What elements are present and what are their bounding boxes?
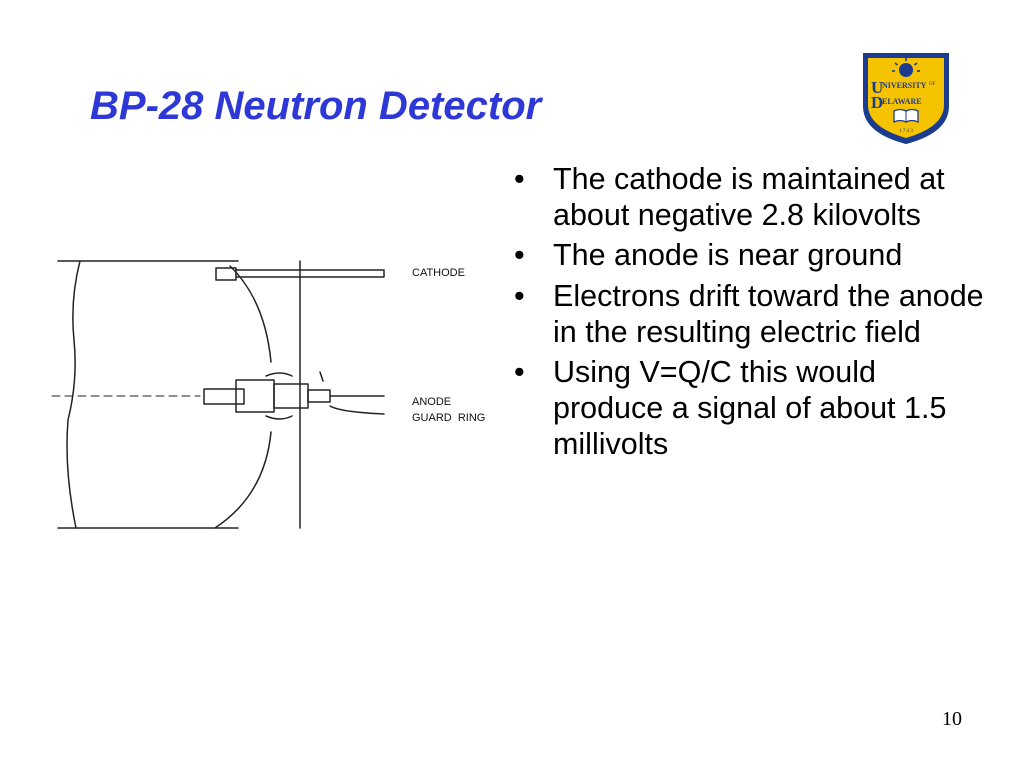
svg-text:U: U bbox=[871, 78, 884, 97]
bullet-dot-icon: • bbox=[514, 355, 525, 390]
anode-label: ANODE bbox=[412, 396, 452, 408]
svg-text:ELAWARE: ELAWARE bbox=[882, 97, 922, 106]
book-icon bbox=[894, 110, 918, 123]
cathode-dome bbox=[215, 266, 271, 528]
svg-text:D: D bbox=[871, 93, 884, 112]
detector-diagram bbox=[40, 240, 500, 540]
university-logo bbox=[860, 50, 952, 146]
bullet-item: • The anode is near ground bbox=[514, 238, 903, 273]
slide-title: BP-28 Neutron Detector bbox=[90, 84, 542, 128]
bullet-dot-icon: • bbox=[514, 238, 525, 273]
bullet-item: • Electrons drift toward the anode in the resulting electric field bbox=[514, 279, 984, 349]
bullet-dot-icon: • bbox=[514, 279, 525, 314]
page-number: 10 bbox=[942, 708, 962, 730]
tube-break-line bbox=[67, 261, 80, 528]
svg-text:1 7 4 3: 1 7 4 3 bbox=[899, 129, 913, 134]
bullet-item: • The cathode is maintained at about negative 2.8 kilovolts bbox=[514, 162, 945, 232]
bullet-list bbox=[508, 162, 988, 467]
svg-text:OF: OF bbox=[929, 82, 936, 87]
bullet-item: • Using V=Q/C this would produce a signal of about 1.5 millivolts bbox=[514, 355, 947, 461]
guard-ring-label: GUARD RING bbox=[412, 412, 486, 424]
cathode-label: CATHODE bbox=[412, 267, 465, 279]
svg-text:NIVERSITY: NIVERSITY bbox=[882, 81, 927, 90]
bullet-dot-icon: • bbox=[514, 162, 525, 196]
